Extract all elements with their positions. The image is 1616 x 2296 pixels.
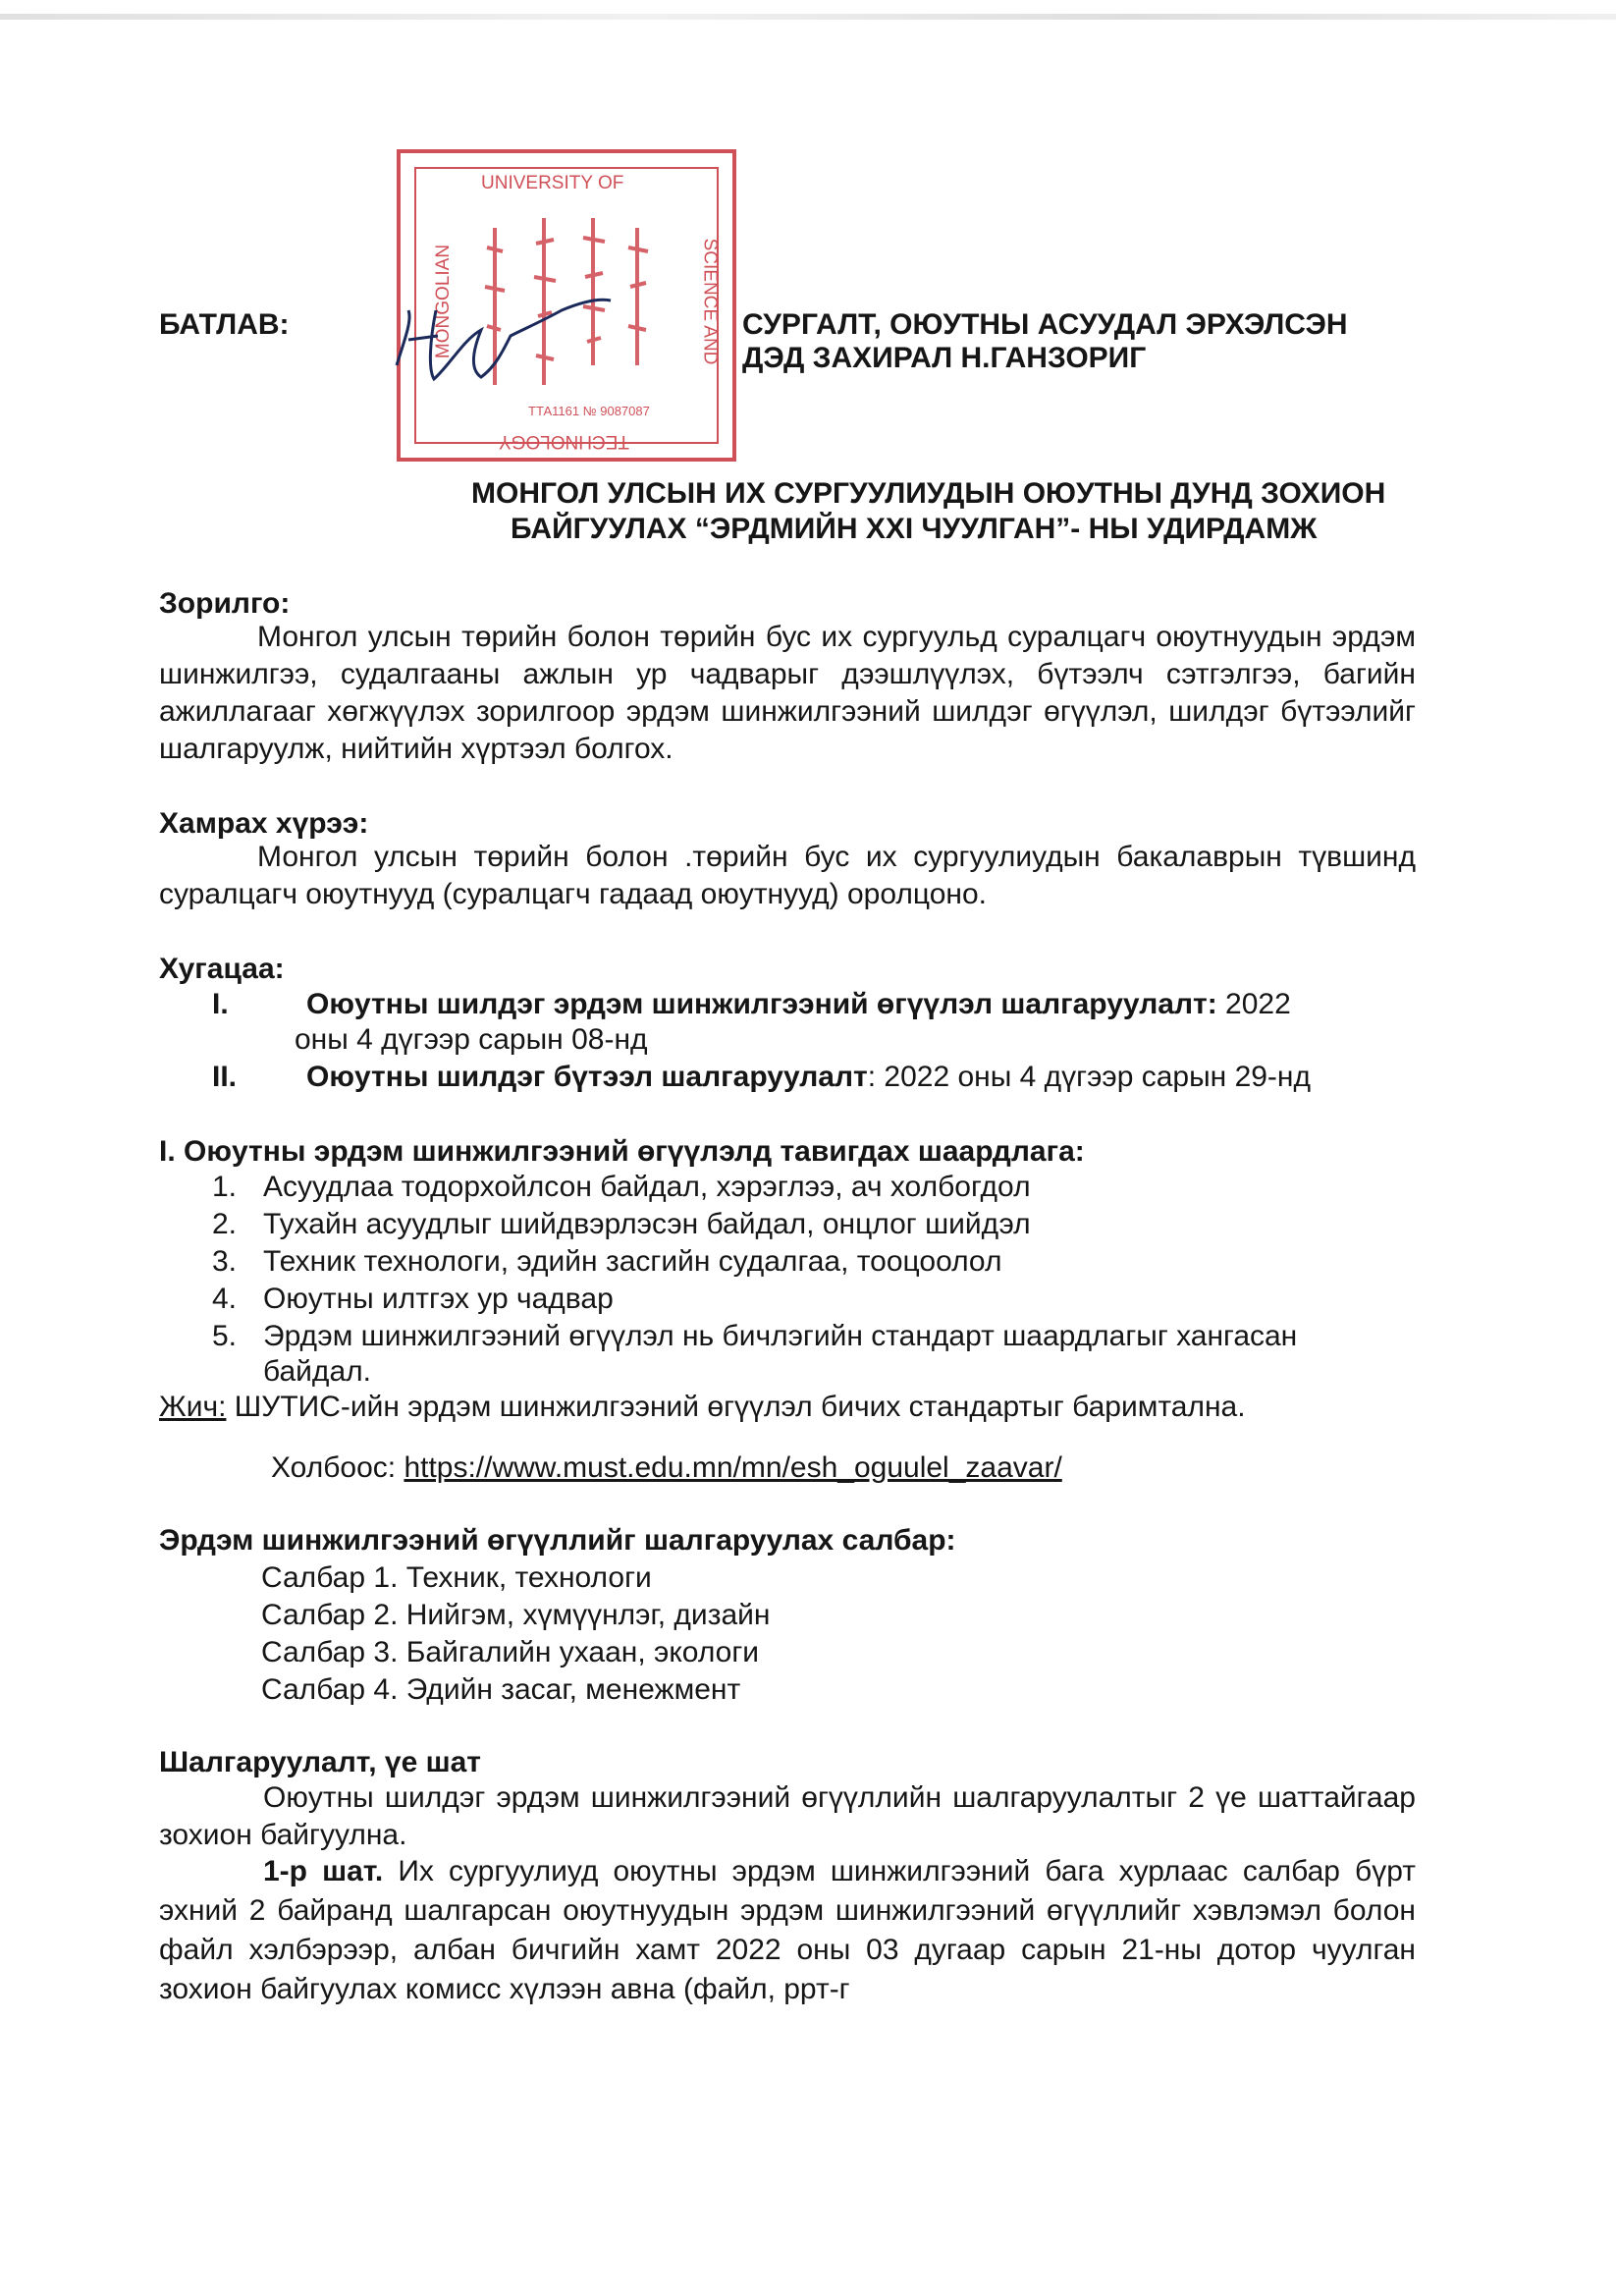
requirement-item: 2. Тухайн асуудлыг шийдвэрлэсэн байдал, онцлог шийдэл	[212, 1208, 1031, 1240]
branch-item: Салбар 3. Байгалийн ухаан, экологи	[261, 1636, 760, 1668]
deadline-item-1-cont: оны 4 дүгээр сарын 08-нд	[295, 1023, 648, 1056]
approve-label: БАТЛАВ:	[159, 308, 290, 341]
stages-intro: Оюутны шилдэг эрдэм шинжилгээний өгүүллийн шалгаруулалтыг 2 үе шаттайгаар зохион байгуулна.	[159, 1781, 1416, 1851]
stamp-reg-number: ТТА1161 № 9087087	[528, 404, 650, 418]
requirement-item: 1. Асуудлаа тодорхойлсон байдал, хэрэглээ, ач холбогдол	[212, 1171, 1031, 1203]
approver-title-line2: ДЭД ЗАХИРАЛ Н.ГАНЗОРИГ	[742, 342, 1147, 374]
scope-text: Монгол улсын төрийн болон .төрийн бус их сургуулиудын бакалаврын түвшинд суралцагч оюутнууд (суралцагч гадаад оюутнууд) оролцоно.	[159, 841, 1416, 910]
scan-edge-line	[0, 14, 1616, 20]
document-title-line1: МОНГОЛ УЛСЫН ИХ СУРГУУЛИУДЫН ОЮУТНЫ ДУНД ЗОХИОН	[471, 477, 1386, 510]
branch-item: Салбар 1. Техник, технологи	[261, 1561, 652, 1594]
stamp-bottom-text: TECHNOLOGY	[499, 431, 630, 452]
requirement-item-cont: байдал.	[263, 1355, 371, 1388]
approver-title-line1: СУРГАЛТ, ОЮУТНЫ АСУУДАЛ ЭРХЭЛСЭН	[742, 308, 1348, 341]
goal-text: Монгол улсын төрийн болон төрийн бус их сургуульд суралцагч оюутнуудын эрдэм шинжилгээ, судалгааны ажлын ур чадварыг дээшлүүлэх, бүтээлч сэтгэлгээ, багийн ажиллагааг хөгжүүлэх зорилгоор эрдэм шинжилгээний шилдэг өгүүлэл, шилдэг бүтээлийг шалгаруулж, нийтийн хүртээл болгох.	[159, 621, 1416, 765]
requirement-item: 5. Эрдэм шинжилгээний өгүүлэл нь бичлэгийн стандарт шаардлагыг хангасан	[212, 1320, 1298, 1352]
deadline-item-1: Оюутны шилдэг эрдэм шинжилгээний өгүүлэл шалгаруулалт: 2022	[306, 988, 1291, 1020]
stamp-left-text: MONGOLIAN	[433, 244, 455, 359]
note-label: Жич:	[159, 1391, 227, 1423]
stamp-top-text: UNIVERSITY OF	[481, 173, 624, 193]
deadline-item-num-2: II.	[212, 1061, 238, 1093]
link-line: Холбоос: https://www.must.edu.mn/mn/esh_oguulel_zaavar/	[271, 1451, 1062, 1484]
stamp-right-text: SCIENCE AND	[699, 238, 721, 365]
handwritten-signature	[379, 271, 634, 409]
goal-heading: Зорилго:	[159, 587, 291, 620]
deadline-item-2: Оюутны шилдэг бүтээл шалгаруулалт: 2022 оны 4 дүгээр сарын 29-нд	[306, 1061, 1311, 1093]
branches-heading: Эрдэм шинжилгээний өгүүллийг шалгаруулах салбар:	[159, 1524, 956, 1557]
standard-link[interactable]: https://www.must.edu.mn/mn/esh_oguulel_zaavar/	[404, 1451, 1062, 1484]
note-line: Жич: ШУТИС-ийн эрдэм шинжилгээний өгүүлэл бичих стандартыг баримтална.	[159, 1391, 1246, 1423]
stages-heading: Шалгаруулалт, үе шат	[159, 1746, 481, 1778]
branch-item: Салбар 4. Эдийн засаг, менежмент	[261, 1673, 741, 1706]
deadline-item-num-1: I.	[212, 988, 229, 1020]
requirement-item: 4. Оюутны илтгэх ур чадвар	[212, 1283, 614, 1315]
branch-item: Салбар 2. Нийгэм, хүмүүнлэг, дизайн	[261, 1599, 771, 1631]
requirement-item: 3. Техник технологи, эдийн засгийн судалгаа, тооцоолол	[212, 1245, 1002, 1278]
scope-heading: Хамрах хүрээ:	[159, 807, 369, 840]
document-title-line2: БАЙГУУЛАХ “ЭРДМИЙН XXI ЧУУЛГАН”- НЫ УДИРДАМЖ	[511, 513, 1318, 545]
stage1-paragraph: 1-р шат. Их сургуулиуд оюутны эрдэм шинжилгээний бага хурлаас салбар бүрт эхний 2 байранд шалгарсан оюутнуудын эрдэм шинжилгээний өгүүллийг хэвлэмэл болон файл хэлбэрээр, албан бичгийн хамт 2022 оны 03 дугаар сарын 21-ны дотор чуулган зохион байгуулах комисс хүлээн авна (файл, ррт-г	[159, 1855, 1416, 2005]
deadline-heading: Хугацаа:	[159, 953, 285, 985]
requirements-heading: I. Оюутны эрдэм шинжилгээний өгүүлэлд тавигдах шаардлага:	[159, 1135, 1085, 1168]
